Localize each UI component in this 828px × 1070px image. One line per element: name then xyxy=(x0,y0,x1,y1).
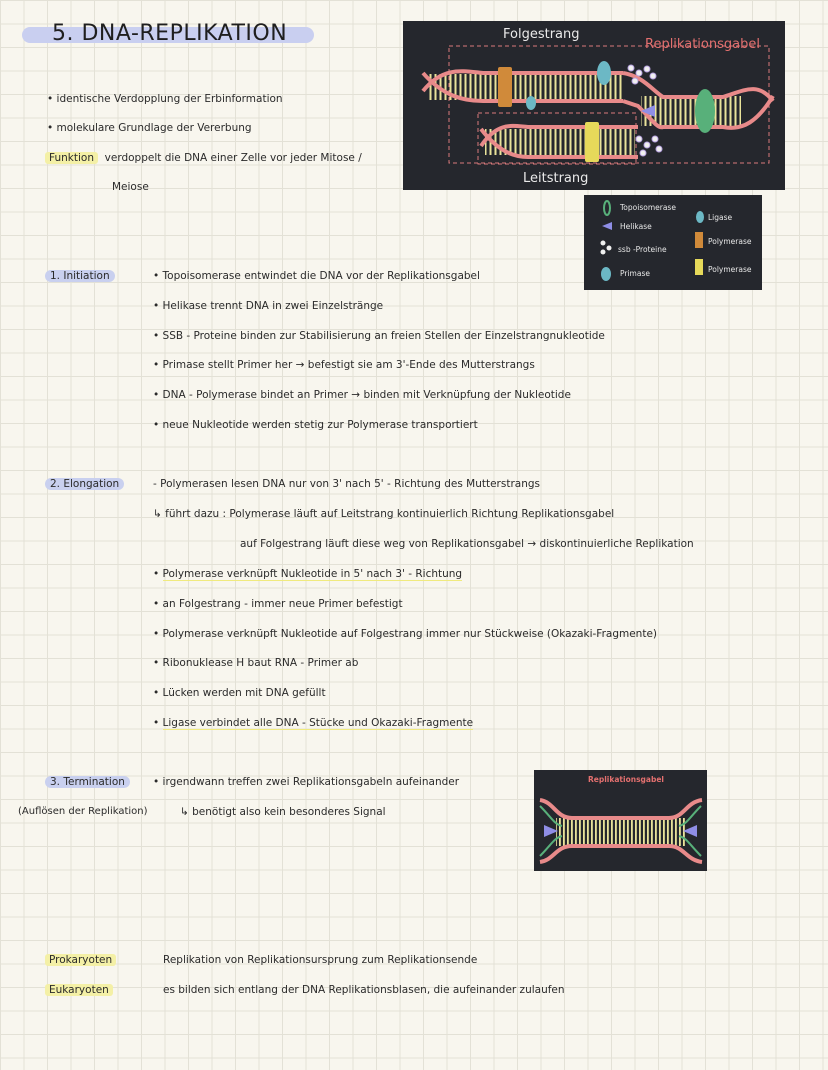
replication-fork-diagram xyxy=(403,21,785,190)
funktion-text: verdoppelt die DNA einer Zelle vor jeder Mitose / xyxy=(104,152,362,164)
initiation-item-text: SSB - Proteine binden zur Stabilisierung an freien Stellen der Einzelstrangnukleotide xyxy=(162,330,605,342)
leitstrang-label: Leitstrang xyxy=(523,171,589,186)
initiation-item: • Topoisomerase entwindet die DNA vor der Replikationsgabel xyxy=(153,270,480,282)
elongation-line-2: ↳ führt dazu : Polymerase läuft auf Leitstrang kontinuierlich Richtung Replikationsgabel xyxy=(153,508,615,520)
initiation-item: • neue Nukleotide werden stetig zur Polymerase transportiert xyxy=(153,419,478,431)
polymerase-orange xyxy=(498,67,512,107)
legend-topoisomerase: Topoisomerase xyxy=(620,203,676,212)
elongation-item: • Polymerase verknüpft Nukleotide in 5' nach 3' - Richtung xyxy=(153,568,463,580)
legend-ssb: ssb -Proteine xyxy=(618,245,667,254)
page-title: 5. DNA-REPLIKATION xyxy=(52,21,288,46)
initiation-label: 1. Initiation xyxy=(45,270,115,282)
eukaryoten-label-wrap xyxy=(45,983,113,997)
termination-svg xyxy=(534,770,707,871)
legend-primase: Primase xyxy=(620,269,650,278)
termination-diagram-title: Replikationsgabel xyxy=(588,775,664,784)
initiation-label-wrap xyxy=(45,269,115,283)
topoisomerase-ring xyxy=(695,89,715,133)
primase-blob xyxy=(597,61,611,85)
funktion-text-2: Meiose xyxy=(112,181,149,193)
termination-label-wrap xyxy=(45,775,130,789)
elongation-item-text: Polymerase verknüpft Nukleotide auf Folgestrang immer nur Stückweise (Okazaki-Fragmente) xyxy=(162,628,658,640)
polymerase-yellow xyxy=(585,122,599,162)
initiation-item-text: Topoisomerase entwindet die DNA vor der Replikationsgabel xyxy=(162,270,480,282)
initiation-item-text: DNA - Polymerase bindet an Primer → binden mit Verknüpfung der Nukleotide xyxy=(162,389,571,401)
replikationsgabel-label: Replikationsgabel xyxy=(645,37,760,52)
elongation-line-1: - Polymerasen lesen DNA nur von 3' nach 5' - Richtung des Mutterstrangs xyxy=(153,478,541,490)
elongation-label-wrap xyxy=(45,477,124,491)
termination-line-2: ↳ benötigt also kein besonderes Signal xyxy=(180,806,386,818)
intro-bullet-2: • molekulare Grundlage der Vererbung xyxy=(47,122,252,134)
termination-label: 3. Termination xyxy=(45,776,130,788)
elongation-item: • Ligase verbindet alle DNA - Stücke und Okazaki-Fragmente xyxy=(153,717,474,729)
eukaryoten-label: Eukaryoten xyxy=(45,984,113,996)
elongation-item: • an Folgestrang - immer neue Primer befestigt xyxy=(153,598,403,610)
initiation-item: • Primase stellt Primer her → befestigt sie am 3'-Ende des Mutterstrangs xyxy=(153,359,535,371)
termination-line-1: • irgendwann treffen zwei Replikationsgabeln aufeinander xyxy=(153,776,460,788)
legend-helikase: Helikase xyxy=(620,222,652,231)
legend-polymerase-2: Polymerase xyxy=(708,265,752,274)
initiation-item: • Helikase trennt DNA in zwei Einzelstränge xyxy=(153,300,384,312)
folgestrang-label: Folgestrang xyxy=(503,27,580,42)
elongation-item: • Lücken werden mit DNA gefüllt xyxy=(153,687,326,699)
intro-text-1: identische Verdopplung der Erbinformation xyxy=(56,93,283,105)
initiation-item: • DNA - Polymerase bindet an Primer → binden mit Verknüpfung der Nukleotide xyxy=(153,389,571,401)
elongation-item-text: Ribonuklease H baut RNA - Primer ab xyxy=(162,657,359,669)
intro-text-2: molekulare Grundlage der Vererbung xyxy=(56,122,252,134)
initiation-item-text: neue Nukleotide werden stetig zur Polymerase transportiert xyxy=(162,419,478,431)
elongation-item-text: Ligase verbindet alle DNA - Stücke und Okazaki-Fragmente xyxy=(162,717,474,729)
termination-sub: (Auflösen der Replikation) xyxy=(18,806,148,817)
legend-panel xyxy=(584,195,762,290)
initiation-item: • SSB - Proteine binden zur Stabilisierung an freien Stellen der Einzelstrangnukleotide xyxy=(153,330,605,342)
intro-bullet-1: • identische Verdopplung der Erbinformation xyxy=(47,93,283,105)
funktion-line xyxy=(45,151,362,165)
prokaryoten-label-wrap xyxy=(45,953,116,967)
prokaryoten-text: Replikation von Replikationsursprung zum Replikationsende xyxy=(163,954,478,966)
initiation-item-text: Primase stellt Primer her → befestigt sie am 3'-Ende des Mutterstrangs xyxy=(162,359,535,371)
elongation-line-3: auf Folgestrang läuft diese weg von Replikationsgabel → diskontinuierliche Replikation xyxy=(240,538,694,550)
termination-diagram xyxy=(534,770,707,871)
eukaryoten-text: es bilden sich entlang der DNA Replikationsblasen, die aufeinander zulaufen xyxy=(163,984,565,996)
elongation-item-text: Polymerase verknüpft Nukleotide in 5' nach 3' - Richtung xyxy=(162,568,463,580)
elongation-item-text: Lücken werden mit DNA gefüllt xyxy=(162,687,326,699)
elongation-item: • Ribonuklease H baut RNA - Primer ab xyxy=(153,657,359,669)
legend-ligase: Ligase xyxy=(708,213,733,222)
prokaryoten-label: Prokaryoten xyxy=(45,954,116,966)
elongation-item-text: an Folgestrang - immer neue Primer befestigt xyxy=(162,598,403,610)
initiation-item-text: Helikase trennt DNA in zwei Einzelstränge xyxy=(162,300,384,312)
elongation-label: 2. Elongation xyxy=(45,478,124,490)
legend-polymerase-1: Polymerase xyxy=(708,237,752,246)
termination-line-1-text: irgendwann treffen zwei Replikationsgabeln aufeinander xyxy=(162,776,460,788)
elongation-item: • Polymerase verknüpft Nukleotide auf Folgestrang immer nur Stückweise (Okazaki-Fragmente) xyxy=(153,628,658,640)
funktion-label: Funktion xyxy=(45,152,98,164)
